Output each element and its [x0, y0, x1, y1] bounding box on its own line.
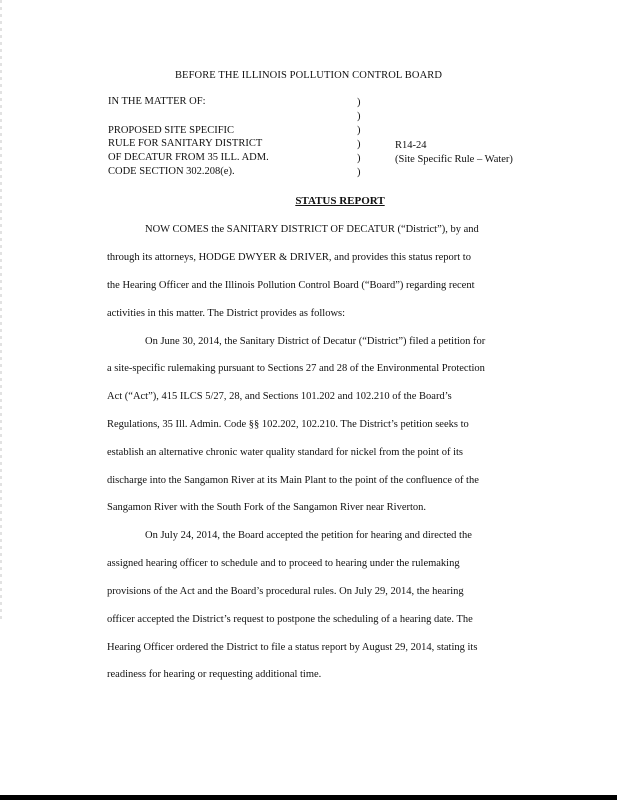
caption-paren: ): [357, 97, 361, 108]
caption-paren: ): [357, 153, 361, 164]
paragraph-3-line: officer accepted the District’s request to postpone the scheduling of a hearing date. The: [107, 614, 473, 625]
scan-bottom-border: [0, 795, 617, 800]
docket-type: (Site Specific Rule – Water): [395, 154, 513, 165]
paragraph-2-line: Act (“Act”), 415 ILCS 5/27, 28, and Sections 101.202 and 102.210 of the Board’s: [107, 391, 452, 402]
caption-line-1: PROPOSED SITE SPECIFIC: [108, 125, 235, 136]
paragraph-1-line: the Hearing Officer and the Illinois Pollution Control Board (“Board”) regarding recent: [107, 280, 475, 291]
caption-line-4: CODE SECTION 302.208(e).: [108, 166, 235, 177]
paragraph-3-line: On July 24, 2014, the Board accepted the petition for hearing and directed the: [145, 530, 472, 541]
paragraph-3-line: Hearing Officer ordered the District to file a status report by August 29, 2014, stating its: [107, 642, 478, 653]
caption-paren: ): [357, 167, 361, 178]
board-title: BEFORE THE ILLINOIS POLLUTION CONTROL BOARD: [174, 70, 443, 81]
caption-paren: ): [357, 111, 361, 122]
paragraph-3-line: provisions of the Act and the Board’s procedural rules. On July 29, 2014, the hearing: [107, 586, 464, 597]
paragraph-3-line: assigned hearing officer to schedule and to proceed to hearing under the rulemaking: [107, 558, 460, 569]
paragraph-1-line: activities in this matter. The District provides as follows:: [107, 308, 346, 319]
docket-number: R14-24: [395, 140, 427, 151]
paragraph-2-line: Regulations, 35 Ill. Admin. Code §§ 102.202, 102.210. The District’s petition seeks to: [107, 419, 469, 430]
paragraph-2-line: establish an alternative chronic water quality standard for nickel from the point of its: [107, 447, 464, 458]
paragraph-1-line: NOW COMES the SANITARY DISTRICT OF DECATUR (“District”), by and: [145, 224, 479, 235]
paragraph-2-line: a site-specific rulemaking pursuant to Sections 27 and 28 of the Environmental Protection: [107, 363, 485, 374]
case-caption: [0, 0, 617, 190]
document-heading: STATUS REPORT: [295, 195, 385, 207]
paragraph-1-line: through its attorneys, HODGE DWYER & DRIVER, and provides this status report to: [107, 252, 471, 263]
caption-line-2: RULE FOR SANITARY DISTRICT: [108, 138, 263, 149]
paragraph-2-line: discharge into the Sangamon River at its Main Plant to the point of the confluence of the: [107, 475, 479, 486]
caption-paren: ): [357, 125, 361, 136]
caption-line-matter: IN THE MATTER OF:: [108, 96, 206, 107]
paragraph-2-line: Sangamon River with the South Fork of the Sangamon River near Riverton.: [107, 502, 427, 513]
caption-line-3: OF DECATUR FROM 35 ILL. ADM.: [108, 152, 269, 163]
caption-paren: ): [357, 139, 361, 150]
paragraph-2-line: On June 30, 2014, the Sanitary District of Decatur (“District”) filed a petition for: [145, 336, 486, 347]
paragraph-3-line: readiness for hearing or requesting additional time.: [107, 669, 322, 680]
